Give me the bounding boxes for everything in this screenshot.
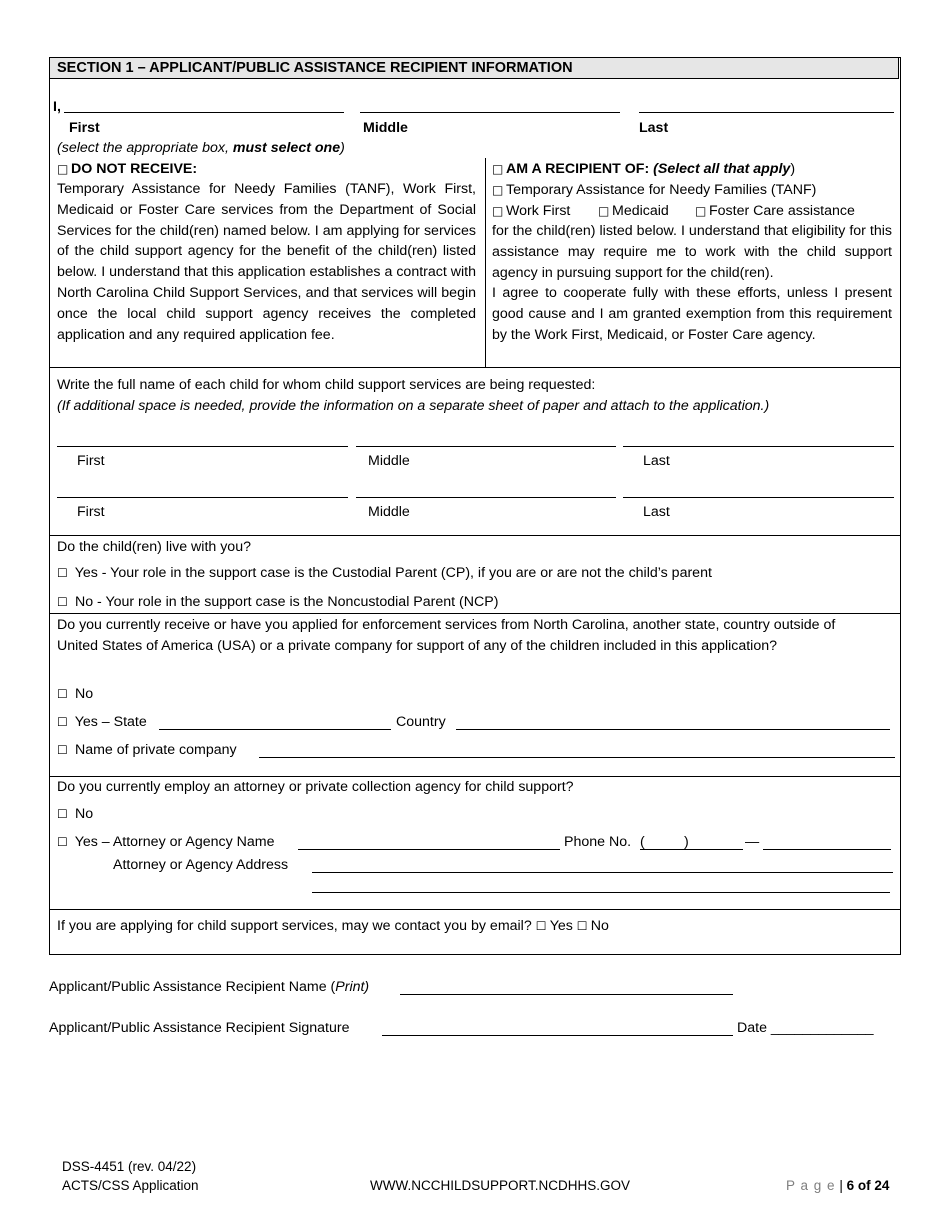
recipient-name-field[interactable] — [400, 994, 733, 995]
child2-first-label: First — [77, 504, 105, 520]
phone-number-field[interactable] — [763, 849, 891, 850]
email-no-label[interactable]: No — [590, 918, 609, 934]
attorney-address-field-1[interactable] — [312, 872, 893, 873]
attorney-question: Do you currently employ an attorney or private collection agency for child support? — [57, 779, 574, 795]
applicant-first-name-field[interactable] — [64, 112, 344, 113]
applicant-last-name-field[interactable] — [639, 112, 894, 113]
footer-form-info — [62, 1157, 199, 1195]
child2-first-field[interactable] — [57, 497, 348, 498]
child1-first-label: First — [77, 453, 105, 469]
foster-care-option[interactable]: □ Foster Care assistance — [695, 203, 855, 219]
child1-middle-field[interactable] — [356, 446, 616, 447]
checkbox-icon[interactable]: □ — [57, 162, 69, 176]
attorney-name-field[interactable] — [298, 849, 560, 850]
phone-area-close: ) — [684, 834, 689, 850]
phone-area-open: ( — [640, 834, 645, 850]
divider — [49, 776, 900, 777]
checkbox-icon[interactable]: ☐ — [57, 566, 68, 580]
applicant-last-label: Last — [639, 120, 669, 136]
checkbox-icon[interactable]: ☐ — [576, 919, 588, 933]
applicant-middle-name-field[interactable] — [360, 112, 620, 113]
enforcement-state-field[interactable] — [159, 729, 391, 730]
private-company-field[interactable] — [259, 757, 895, 758]
divider — [49, 613, 900, 614]
enforcement-yes-option[interactable]: ☐ Yes – State — [57, 714, 147, 730]
column-divider — [485, 158, 486, 368]
date-label: Date _____________ — [737, 1020, 874, 1036]
phone-dash: — — [745, 834, 760, 850]
checkbox-icon[interactable]: □ — [492, 162, 504, 176]
enforcement-question: Do you currently receive or have you applied for enforcement services from North Carolina, another state, country outside of United States of America (USA) or a private company for support of any of the children included in this application? — [57, 617, 836, 654]
email-yes-label[interactable]: Yes — [549, 918, 573, 934]
child2-last-label: Last — [643, 504, 670, 520]
tanf-option[interactable]: □ Temporary Assistance for Needy Families (TANF) — [492, 182, 817, 198]
divider — [49, 535, 900, 536]
recipient-signature-label: Applicant/Public Assistance Recipient Signature — [49, 1020, 350, 1036]
child1-first-field[interactable] — [57, 446, 348, 447]
checkbox-icon[interactable]: ☐ — [57, 595, 68, 609]
attorney-address-label: Attorney or Agency Address — [113, 857, 289, 873]
checkbox-icon[interactable]: ☐ — [57, 715, 68, 729]
recipient-signature-field[interactable] — [382, 1035, 733, 1036]
checkbox-icon[interactable]: ☐ — [57, 835, 68, 849]
phone-area-code-field[interactable] — [640, 849, 743, 850]
section-title: SECTION 1 – APPLICANT/PUBLIC ASSISTANCE RECIPIENT INFORMATION — [57, 60, 573, 76]
email-contact-row: If you are applying for child support services, may we contact you by email? ☐ Yes ☐ No — [57, 918, 609, 934]
checkbox-icon[interactable]: ☐ — [57, 687, 68, 701]
child1-middle-label: Middle — [368, 453, 410, 469]
attorney-yes-option[interactable]: ☐ Yes – Attorney or Agency Name — [57, 834, 275, 850]
country-label: Country — [396, 714, 446, 730]
date-field[interactable]: _____________ — [770, 1020, 874, 1036]
live-with-question: Do the child(ren) live with you? — [57, 539, 251, 555]
recipient-name-label: Applicant/Public Assistance Recipient Name (Print) — [49, 979, 370, 995]
child1-last-field[interactable] — [623, 446, 894, 447]
applicant-first-label: First — [69, 120, 100, 136]
child2-last-field[interactable] — [623, 497, 894, 498]
form-name: ACTS/CSS Application — [62, 1178, 199, 1193]
do-not-receive-text: Temporary Assistance for Needy Families (TANF), Work First, Medicaid or Foster Care services from the Department of Social Services for the child(ren) named below. I am applying for services of the child support agency for the benefit of the child(ren) listed below. I understand that this application establishes a contract with North Carolina Child Support Services, and that services will begin once the local child support agency receives the completed application and any required application fee. — [57, 181, 476, 343]
footer-website: WWW.NCCHILDSUPPORT.NCDHHS.GOV — [370, 1178, 631, 1193]
name-prefix: I, — [53, 99, 61, 115]
checkbox-icon[interactable]: ☐ — [57, 743, 68, 757]
divider — [49, 367, 900, 368]
child2-middle-label: Middle — [368, 504, 410, 520]
children-prompt: Write the full name of each child for whom child support services are being requested: — [57, 377, 596, 393]
private-company-option[interactable]: ☐ Name of private company — [57, 742, 237, 758]
attorney-address-field-2[interactable] — [312, 892, 890, 893]
form-number: DSS-4451 (rev. 04/22) — [62, 1159, 197, 1174]
select-instruction: (select the appropriate box, must select one) — [57, 140, 345, 156]
phone-label: Phone No. — [564, 834, 632, 850]
work-first-option[interactable]: □ Work First — [492, 203, 571, 219]
recipient-of-option[interactable]: □ AM A RECIPIENT OF: (Select all that apply) — [492, 161, 796, 177]
applicant-middle-label: Middle — [363, 120, 408, 136]
child2-middle-field[interactable] — [356, 497, 616, 498]
do-not-receive-option[interactable]: □ DO NOT RECEIVE: — [57, 161, 198, 177]
checkbox-icon[interactable]: ☐ — [57, 807, 68, 821]
checkbox-icon[interactable]: □ — [492, 183, 504, 197]
live-with-yes-option[interactable]: ☐ Yes - Your role in the support case is the Custodial Parent (CP), if you are or are not the child’s parent — [57, 565, 712, 581]
checkbox-icon[interactable]: □ — [492, 204, 504, 218]
attorney-no-option[interactable]: ☐ No — [57, 806, 94, 822]
divider — [49, 909, 900, 910]
enforcement-country-field[interactable] — [456, 729, 890, 730]
medicaid-option[interactable]: □ Medicaid — [598, 203, 669, 219]
live-with-no-option[interactable]: ☐ No - Your role in the support case is the Noncustodial Parent (NCP) — [57, 594, 499, 610]
children-note: (If additional space is needed, provide the information on a separate sheet of paper and attach to the application.) — [57, 398, 770, 414]
footer-page-number: P a g e | 6 of 24 — [786, 1178, 890, 1193]
recipient-of-text: for the child(ren) listed below. I understand that eligibility for this assistance may require me to work with the child support agency in pursuing support for the child(ren). I agree to cooperate fully with these efforts, unless I present good cause and I am granted exemption from this requirement by the Work First, Medicaid, or Foster Care agency. — [492, 223, 892, 343]
checkbox-icon[interactable]: ☐ — [535, 919, 547, 933]
checkbox-icon[interactable]: □ — [695, 204, 707, 218]
checkbox-icon[interactable]: □ — [598, 204, 610, 218]
enforcement-no-option[interactable]: ☐ No — [57, 686, 94, 702]
child1-last-label: Last — [643, 453, 670, 469]
